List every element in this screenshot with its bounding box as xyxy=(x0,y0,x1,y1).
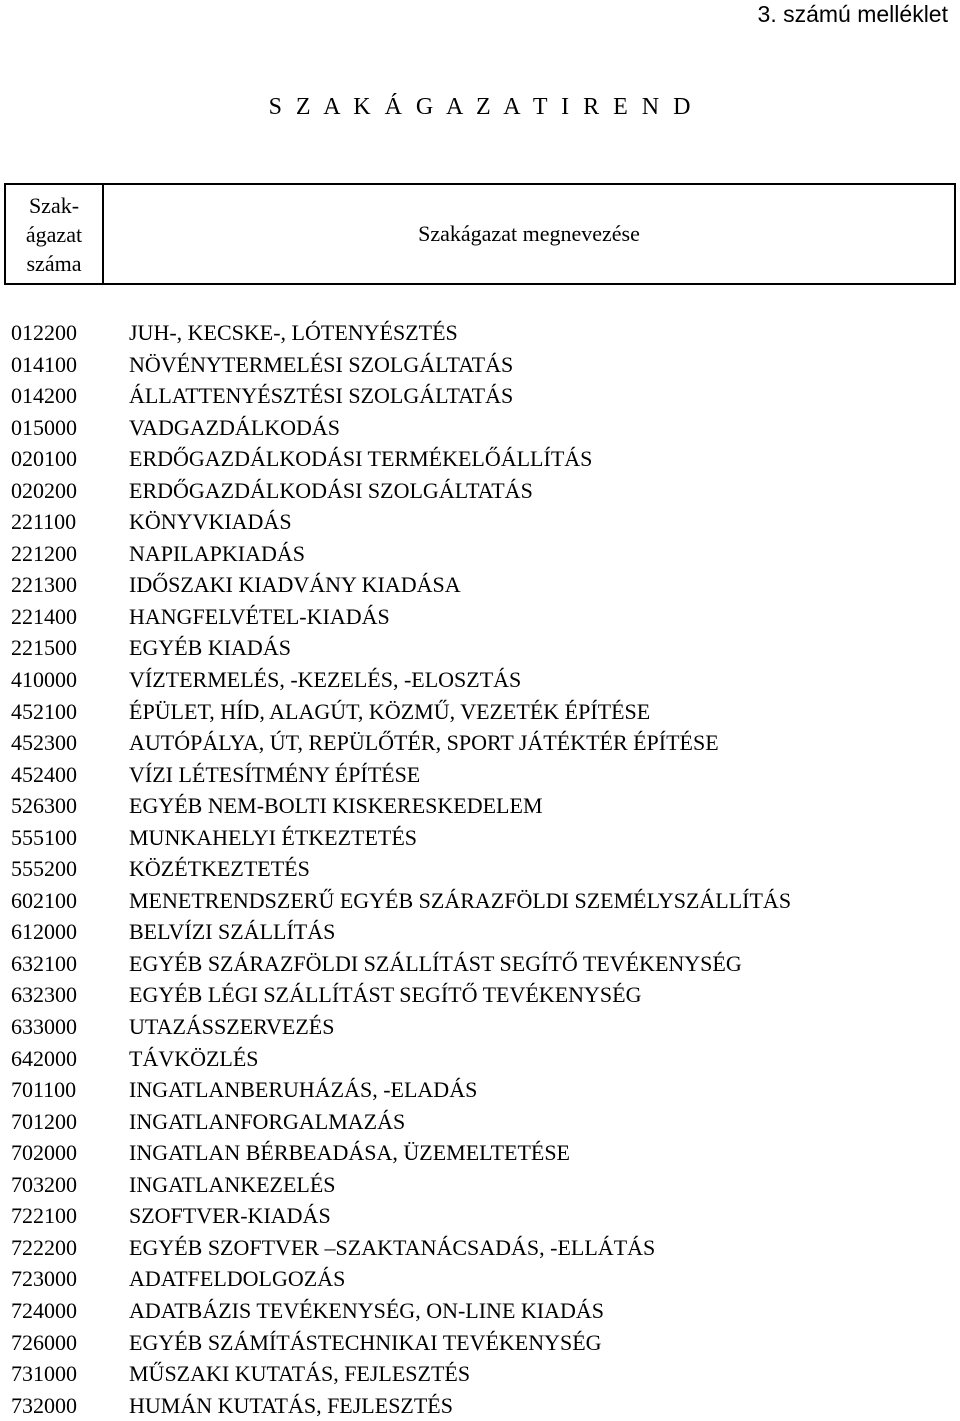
sector-name: ÉPÜLET, HÍD, ALAGÚT, KÖZMŰ, VEZETÉK ÉPÍTÉSE xyxy=(129,698,651,724)
table-row xyxy=(11,759,956,791)
sector-code: 012200 xyxy=(11,320,77,345)
sector-code: 702000 xyxy=(11,1140,77,1166)
table-row xyxy=(11,412,956,444)
header-code-line: száma xyxy=(26,250,82,276)
table-row xyxy=(11,727,956,759)
sector-code: 723000 xyxy=(11,1266,77,1292)
table-row xyxy=(11,1137,956,1169)
table-row xyxy=(11,853,956,885)
table-row xyxy=(11,317,956,349)
table-row xyxy=(11,506,956,538)
sector-name: MUNKAHELYI ÉTKEZTETÉS xyxy=(129,824,418,850)
sector-name: INGATLANFORGALMAZÁS xyxy=(129,1108,406,1134)
table-row xyxy=(11,475,956,507)
sector-code: 526300 xyxy=(11,793,77,819)
sector-name: VADGAZDÁLKODÁS xyxy=(129,414,341,440)
sector-name: HUMÁN KUTATÁS, FEJLESZTÉS xyxy=(129,1392,453,1418)
sector-name: ADATFELDOLGOZÁS xyxy=(129,1266,346,1292)
table-row xyxy=(11,569,956,601)
sector-code: 703200 xyxy=(11,1171,77,1197)
sector-code: 221500 xyxy=(11,635,77,661)
sector-name: NAPILAPKIADÁS xyxy=(129,540,306,566)
table-row xyxy=(11,885,956,917)
sector-name: EGYÉB SZÁRAZFÖLDI SZÁLLÍTÁST SEGÍTŐ TEVÉKENYSÉG xyxy=(129,950,742,976)
header-code-line: ágazat xyxy=(25,221,83,247)
header-code-column xyxy=(6,185,104,283)
sector-code: 452300 xyxy=(11,730,77,756)
table-row xyxy=(11,1232,956,1264)
sector-code: 555100 xyxy=(11,824,77,850)
sector-code: 701200 xyxy=(11,1108,77,1134)
table-row xyxy=(11,632,956,664)
table-row xyxy=(11,664,956,696)
sector-name: JUH-, KECSKE-, LÓTENYÉSZTÉS xyxy=(129,320,458,345)
sector-code: 014200 xyxy=(11,383,77,409)
sector-code: 722100 xyxy=(11,1203,77,1229)
sector-code: 724000 xyxy=(11,1297,77,1323)
sector-code: 410000 xyxy=(11,667,77,693)
sector-code: 015000 xyxy=(11,414,77,440)
table-row xyxy=(11,1263,956,1295)
sector-name: ÁLLATTENYÉSZTÉSI SZOLGÁLTATÁS xyxy=(129,383,514,409)
table-row xyxy=(11,1200,956,1232)
sector-code: 722200 xyxy=(11,1234,77,1260)
table-row xyxy=(11,696,956,728)
table-row xyxy=(11,1327,956,1359)
table-row xyxy=(11,979,956,1011)
sector-name: EGYÉB LÉGI SZÁLLÍTÁST SEGÍTŐ TEVÉKENYSÉG xyxy=(129,982,642,1008)
table-header xyxy=(4,183,956,285)
sector-name: KÖNYVKIADÁS xyxy=(129,509,292,535)
sector-name: ADATBÁZIS TEVÉKENYSÉG, ON-LINE KIADÁS xyxy=(129,1297,604,1323)
sector-code: 221200 xyxy=(11,540,77,566)
table-row xyxy=(11,1043,956,1075)
sector-name: VÍZTERMELÉS, -KEZELÉS, -ELOSZTÁS xyxy=(129,667,522,693)
table-row xyxy=(11,601,956,633)
sector-name: INGATLANBERUHÁZÁS, -ELADÁS xyxy=(129,1077,478,1103)
sector-code: 452400 xyxy=(11,761,77,787)
sector-name: NÖVÉNYTERMELÉSI SZOLGÁLTATÁS xyxy=(129,351,514,377)
sector-name: TÁVKÖZLÉS xyxy=(129,1045,259,1071)
annex-label: 3. számú melléklet xyxy=(757,1,948,27)
sector-code: 632100 xyxy=(11,950,77,976)
sector-code: 731000 xyxy=(11,1361,77,1387)
table-row xyxy=(11,948,956,980)
sector-code: 221300 xyxy=(11,572,77,598)
sector-name: INGATLAN BÉRBEADÁSA, ÜZEMELTETÉSE xyxy=(129,1140,570,1166)
table-row xyxy=(11,1011,956,1043)
sector-code: 602100 xyxy=(11,887,77,913)
sector-name: MENETRENDSZERŰ EGYÉB SZÁRAZFÖLDI SZEMÉLYSZÁLLÍTÁS xyxy=(129,887,792,913)
header-name-label: Szakágazat megnevezése xyxy=(418,221,640,246)
header-name-column xyxy=(104,185,954,283)
sector-name: BELVÍZI SZÁLLÍTÁS xyxy=(129,919,336,945)
sector-code: 452100 xyxy=(11,698,77,724)
sector-name: IDŐSZAKI KIADVÁNY KIADÁSA xyxy=(129,572,461,598)
table-row xyxy=(11,1295,956,1327)
sector-code: 014100 xyxy=(11,351,77,377)
table-row xyxy=(11,1074,956,1106)
sector-name: MŰSZAKI KUTATÁS, FEJLESZTÉS xyxy=(129,1361,471,1387)
table-row xyxy=(11,790,956,822)
table-row xyxy=(11,1390,956,1421)
table-row xyxy=(11,443,956,475)
table-row xyxy=(11,1169,956,1201)
sector-code: 221400 xyxy=(11,603,77,629)
sector-code: 732000 xyxy=(11,1392,77,1418)
sector-name: HANGFELVÉTEL-KIADÁS xyxy=(129,603,390,629)
sector-code: 633000 xyxy=(11,1014,77,1040)
sector-code: 221100 xyxy=(11,509,77,535)
sector-name: EGYÉB KIADÁS xyxy=(129,635,291,661)
table-row xyxy=(11,822,956,854)
sector-code: 555200 xyxy=(11,856,77,882)
document-title: S Z A K Á G A Z A T I R E N D xyxy=(268,94,692,120)
sector-name: INGATLANKEZELÉS xyxy=(129,1171,336,1197)
sector-code: 632300 xyxy=(11,982,77,1008)
sector-code: 642000 xyxy=(11,1045,77,1071)
sector-name: UTAZÁSSZERVEZÉS xyxy=(129,1014,335,1040)
sector-code: 020100 xyxy=(11,446,77,472)
sector-list xyxy=(11,317,956,1421)
table-row xyxy=(11,349,956,381)
sector-name: ERDŐGAZDÁLKODÁSI SZOLGÁLTATÁS xyxy=(129,477,533,503)
sector-name: EGYÉB NEM-BOLTI KISKERESKEDELEM xyxy=(129,793,543,819)
sector-code: 020200 xyxy=(11,477,77,503)
sector-name: EGYÉB SZÁMÍTÁSTECHNIKAI TEVÉKENYSÉG xyxy=(129,1329,602,1355)
sector-name: AUTÓPÁLYA, ÚT, REPÜLŐTÉR, SPORT JÁTÉKTÉR ÉPÍTÉSE xyxy=(129,730,719,756)
sector-name: KÖZÉTKEZTETÉS xyxy=(129,856,310,882)
table-row xyxy=(11,1358,956,1390)
sector-code: 612000 xyxy=(11,919,77,945)
sector-code: 701100 xyxy=(11,1077,77,1103)
sector-name: SZOFTVER-KIADÁS xyxy=(129,1203,331,1229)
header-code-line: Szak- xyxy=(28,192,80,218)
sector-name: EGYÉB SZOFTVER –SZAKTANÁCSADÁS, -ELLÁTÁS xyxy=(129,1234,656,1260)
sector-code: 726000 xyxy=(11,1329,77,1355)
table-row xyxy=(11,1106,956,1138)
table-row xyxy=(11,538,956,570)
sector-name: VÍZI LÉTESÍTMÉNY ÉPÍTÉSE xyxy=(129,761,421,787)
table-row xyxy=(11,916,956,948)
sector-name: ERDŐGAZDÁLKODÁSI TERMÉKELŐÁLLÍTÁS xyxy=(129,446,593,472)
table-row xyxy=(11,380,956,412)
